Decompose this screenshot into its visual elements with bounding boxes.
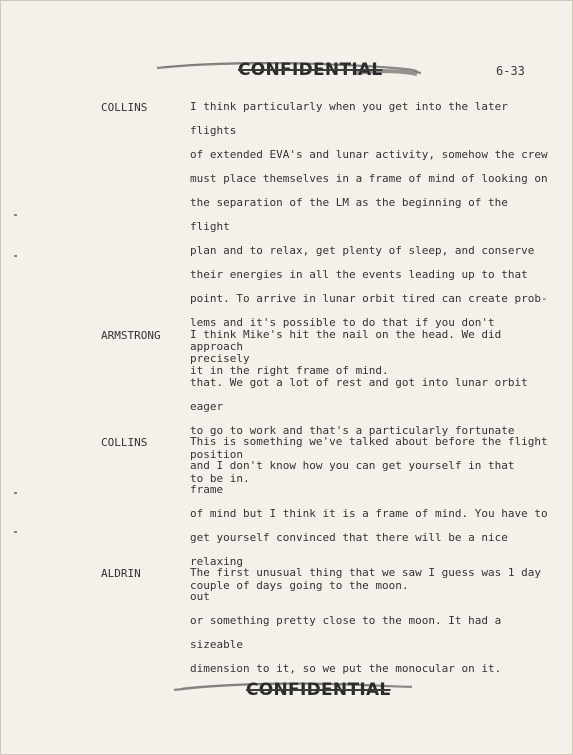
speaker-label: COLLINS xyxy=(101,101,148,114)
binding-mark xyxy=(14,531,17,533)
speaker-label: COLLINS xyxy=(101,436,148,449)
speech-text: The first unusual thing that we saw I guess was 1 day out or something pretty close to the moon. It had a sizeable dimension to it, so we put the monocular on it. xyxy=(190,566,541,675)
speech-text: I think particularly when you get into the later flights of extended EVA's and lunar activity, somehow the crew must place themselves in a frame of mind of looking on the separation of the LM as the beginning of the flight plan and to relax, get plenty of sleep, and conserve their energies in all the events leading up to that point. To arrive in lunar orbit tired can create prob- lems and it's possible to do that if you don't approach it in the right frame of mind. xyxy=(190,100,548,377)
page-number: 6-33 xyxy=(496,64,525,78)
confidential-label: CONFIDENTIAL xyxy=(246,680,391,700)
speaker-label: ARMSTRONG xyxy=(101,329,161,342)
confidential-stamp-footer xyxy=(172,676,442,704)
binding-mark xyxy=(14,255,17,257)
binding-mark xyxy=(14,492,17,494)
speech-text: I think Mike's hit the nail on the head. We did precisely that. We got a lot of rest and got into lunar orbit eager to go to work and that's a particularly fortunate position to be in. xyxy=(190,328,528,485)
speaker-label: ALDRIN xyxy=(101,567,141,580)
speech-text: This is something we've talked about before the flight and I don't know how you can get yourself in that frame of mind but I think it is a frame of mind. You have to get yourself convinced that there will be a nice relaxing couple of days going to the moon. xyxy=(190,435,548,592)
confidential-label: CONFIDENTIAL xyxy=(238,60,383,80)
confidential-stamp-header xyxy=(155,56,425,84)
binding-mark xyxy=(14,214,17,216)
